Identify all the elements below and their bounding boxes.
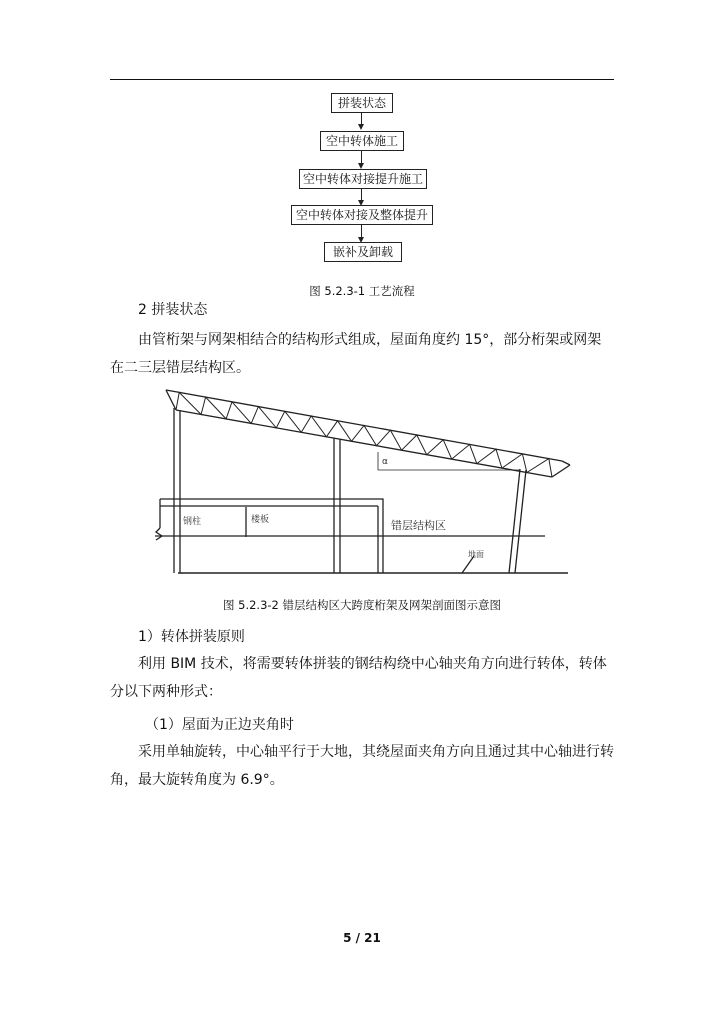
figure-caption: 图 5.2.3-1 工艺流程	[309, 284, 415, 298]
flow-step: 空中转体对接提升施工	[299, 169, 427, 189]
section-heading: 2 拼装状态	[138, 302, 208, 318]
label-staggered-zone: 错层结构区	[391, 519, 446, 532]
subheading: 1）转体拼装原则	[138, 629, 245, 645]
flow-step: 空中转体对接及整体提升	[291, 205, 433, 225]
truss-web-members	[176, 392, 552, 477]
flow-step: 空中转体施工	[320, 131, 404, 151]
paragraph: 由管桁架与网架相结合的结构形式组成，屋面角度约 15°，部分桁架或网架在二三层错层结构区。	[110, 332, 602, 376]
paragraph: 利用 BIM 技术，将需要转体拼装的钢结构绕中心轴夹角方向进行转体，转体分以下两种形式：	[110, 656, 607, 700]
label-angle: α	[382, 457, 388, 467]
paragraph: 采用单轴旋转，中心轴平行于大地，其绕屋面夹角方向且通过其中心轴进行转角，最大旋转角度为 6.9°。	[110, 744, 614, 788]
page-number: 5 / 21	[343, 931, 381, 945]
figure-caption: 图 5.2.3-2 错层结构区大跨度桁架及网架剖面图示意图	[222, 598, 502, 612]
flow-step: 拼装状态	[331, 93, 393, 113]
label-ground: 地面	[468, 550, 484, 559]
flow-step: 嵌补及卸载	[324, 242, 402, 262]
label-steel-column: 钢柱	[183, 517, 202, 527]
subheading: （1）屋面为正边夹角时	[145, 717, 294, 733]
label-floor-slab: 楼板	[251, 515, 270, 525]
